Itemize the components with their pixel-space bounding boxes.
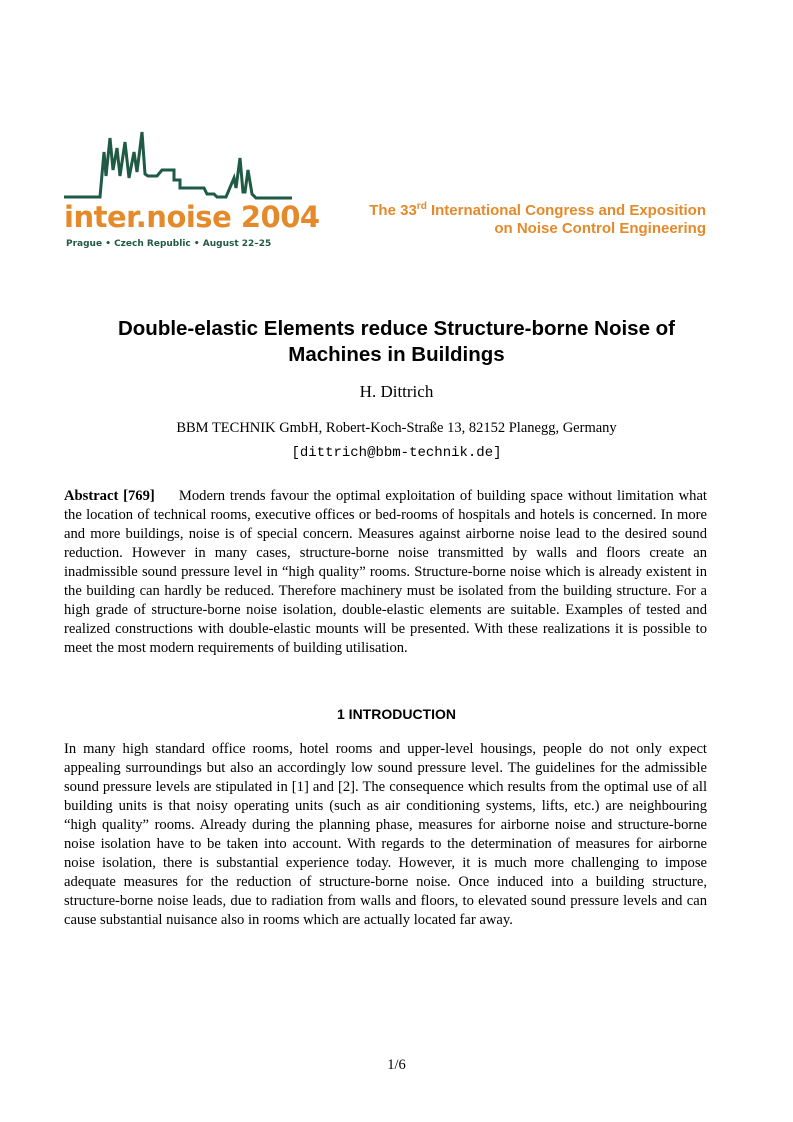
abstract-paragraph: [64, 487, 707, 658]
paper-title: Double-elastic Elements reduce Structure-borne Noise of Machines in Buildings: [117, 317, 676, 366]
author-affiliation: BBM TECHNIK GmbH, Robert-Koch-Straße 13, 82152 Planegg, Germany: [176, 420, 617, 436]
conference-logo: [62, 130, 320, 254]
congress-line-1: The 33rd International Congress and Exposition: [369, 201, 706, 219]
page-number: 1/6: [387, 1057, 406, 1073]
congress-heading: [369, 202, 706, 238]
logo-wordmark: inter.noise 2004: [64, 200, 320, 234]
prague-skyline-icon: [62, 130, 294, 210]
author-name: H. Dittrich: [359, 382, 434, 401]
introduction-paragraph: In many high standard office rooms, hotel rooms and upper-level housings, people do not only expect appealing surroundings but also an accordingly low sound pressure level. The guidelines for the admissible sound pressure levels are stipulated in [1] and [2]. The consequence which results from the optimal use of all building units is that noisy operating units (such as air conditioning systems, lifts, etc.) are neighbouring “high quality” rooms. Already during the planning phase, measures for airborne noise and structure-borne noise isolation have to be taken into account. With regards to the determination of measures for airborne noise isolation, there is substantial experience today. However, it is much more challenging to impose adequate measures for the reduction of structure-borne noise. Once induced into a building structure, structure-borne noise leads, due to radiation from walls and floors, to elevated sound pressure levels and can cause substantial nuisance also in rooms which are actually located far away.: [64, 741, 707, 928]
abstract-text: Modern trends favour the optimal exploitation of building space without limitation what the location of technical rooms, executive offices or bed-rooms of hospitals and hotels is concerned. In more and more buildings, noise is of special concern. Measures against airborne noise lead to the desired sound reduction. However in many cases, structure-borne noise transmitted by walls and floors create an inadmissible sound pressure level in “high quality” rooms. Structure-borne noise which is already existent in the building can hardly be reduced. Therefore machinery must be isolated from the building structure. For a high grade of structure-borne noise isolation, double-elastic elements are suitable. Examples of tested and realized constructions with double-elastic mounts will be presented. With these realizations it is possible to meet the most modern requirements of building utilisation.: [64, 488, 707, 656]
congress-line-2: on Noise Control Engineering: [494, 220, 706, 237]
logo-subtitle: Prague • Czech Republic • August 22–25: [66, 239, 272, 249]
section-heading-introduction: 1 INTRODUCTION: [337, 706, 456, 722]
abstract-label: Abstract [769]: [64, 488, 155, 504]
author-email: [dittrich@bbm-technik.de]: [291, 445, 502, 461]
